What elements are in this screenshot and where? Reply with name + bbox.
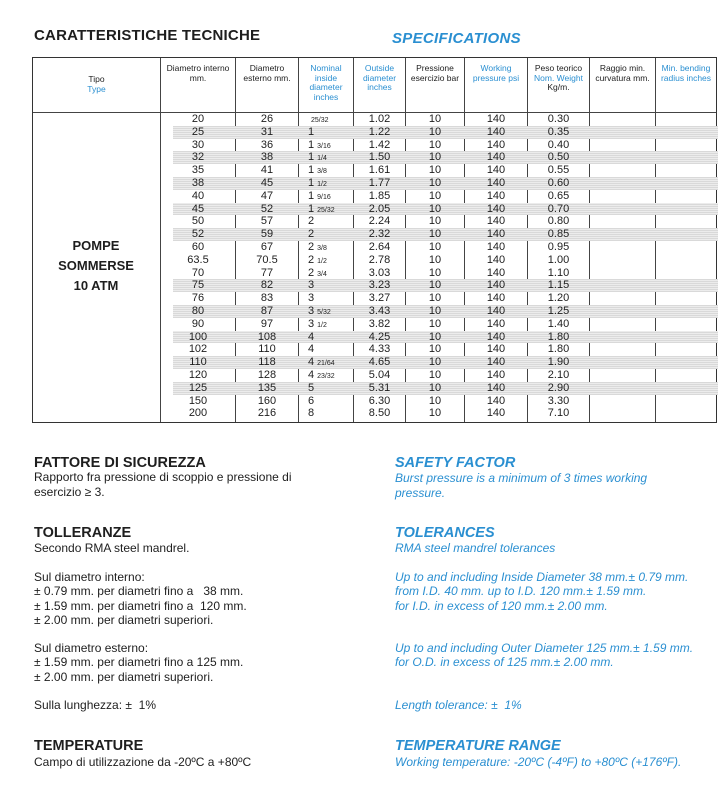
length-tol-it: Sulla lunghezza: ± 1% (34, 698, 156, 712)
cell-bar: 10 (428, 279, 442, 292)
cell-od: 38 (260, 151, 274, 164)
cell-out: 3.03 (368, 266, 391, 279)
cell-bar: 10 (428, 215, 442, 228)
cell-kg: 0.60 (547, 176, 570, 189)
cell-bar: 10 (428, 394, 442, 407)
cell-kg: 0.50 (547, 151, 570, 164)
nominal-whole: 2 (308, 266, 315, 279)
table-row (173, 151, 718, 164)
cell-psi: 140 (486, 266, 506, 279)
temperature-title-it: TEMPERATURE (34, 738, 144, 754)
cell-id: 90 (191, 317, 205, 330)
nominal-fraction: 1/2 (317, 180, 327, 188)
cell-od: 26 (260, 113, 274, 125)
cell-bar: 10 (428, 407, 442, 420)
cell-kg: 1.80 (547, 330, 570, 343)
cell-id: 102 (188, 343, 208, 356)
cell-out: 4.65 (368, 356, 391, 369)
table-row (173, 139, 718, 152)
cell-psi: 140 (486, 202, 506, 215)
cell-od: 108 (257, 330, 277, 343)
cell-psi: 140 (486, 228, 506, 241)
cell-id: 40 (191, 189, 205, 202)
cell-kg: 2.10 (547, 368, 570, 381)
cell-od: 47 (260, 189, 274, 202)
cell-id: 80 (191, 304, 205, 317)
nominal-fraction: 25/32 (317, 206, 335, 214)
cell-od: 216 (257, 407, 277, 420)
cell-bar: 10 (428, 138, 442, 151)
nominal-whole: 2 (308, 253, 315, 266)
cell-bar: 10 (428, 228, 442, 241)
cell-psi: 140 (486, 125, 506, 138)
cell-od: 67 (260, 240, 274, 253)
safety-title-it: FATTORE DI SICUREZZA (34, 455, 206, 471)
table-row (173, 190, 718, 203)
outer-diameter-head-it: Sul diametro esterno: (34, 641, 149, 655)
type-header: Tipo Type (87, 74, 106, 94)
cell-out: 8.50 (368, 407, 391, 420)
tolerances-sub-it: Secondo RMA steel mandrel. (34, 541, 190, 555)
cell-out: 2.78 (368, 253, 391, 266)
cell-out: 2.24 (368, 215, 391, 228)
nominal-fraction: 1/4 (317, 155, 327, 163)
cell-kg: 1.25 (547, 304, 570, 317)
cell-psi: 140 (486, 292, 506, 305)
col-header-pressure-psi: Working pressure psi (472, 63, 520, 83)
inner-diameter-head-it: Sul diametro interno: (34, 570, 145, 584)
nominal-fraction: 3/8 (317, 168, 327, 176)
cell-kg: 0.55 (547, 164, 570, 177)
cell-bar: 10 (428, 202, 442, 215)
cell-kg: 3.30 (547, 394, 570, 407)
cell-kg: 2.90 (547, 381, 570, 394)
cell-od: 41 (260, 164, 274, 177)
safety-title-en: SAFETY FACTOR (395, 455, 516, 471)
temperature-title-en: TEMPERATURE RANGE (395, 738, 561, 754)
col-header-inner-diameter: Diametro interno mm. (166, 63, 230, 83)
nominal-whole: 1 (308, 138, 315, 151)
cell-kg: 0.65 (547, 189, 570, 202)
nominal-fraction: 3/4 (317, 270, 327, 278)
cell-od: 36 (260, 138, 274, 151)
cell-psi: 140 (486, 356, 506, 369)
cell-id: 45 (191, 202, 205, 215)
nominal-whole: 1 (308, 164, 315, 177)
safety-text-it-1: Rapporto fra pressione di scoppio e pressione di (34, 470, 292, 484)
cell-out: 1.50 (368, 151, 391, 164)
cell-bar: 10 (428, 113, 442, 125)
cell-od: 77 (260, 266, 274, 279)
cell-od: 135 (257, 381, 277, 394)
cell-id: 30 (191, 138, 205, 151)
cell-out: 3.27 (368, 292, 391, 305)
cell-od: 110 (258, 343, 276, 356)
cell-bar: 10 (428, 292, 442, 305)
nominal-fraction: 3/16 (317, 142, 331, 150)
cell-psi: 140 (486, 343, 506, 356)
table-row (173, 254, 718, 267)
tolerances-title-en: TOLERANCES (395, 525, 495, 541)
col-header-bend-radius-in: Min. bending radius inches (660, 63, 712, 83)
cell-kg: 1.40 (547, 317, 570, 330)
cell-psi: 140 (486, 138, 506, 151)
cell-out: 3.23 (368, 279, 391, 292)
cell-bar: 10 (428, 356, 442, 369)
cell-id: 200 (188, 407, 208, 420)
table-row (173, 126, 718, 139)
cell-bar: 10 (428, 176, 442, 189)
cell-bar: 10 (428, 381, 442, 394)
cell-out: 3.43 (368, 304, 391, 317)
cell-bar: 10 (428, 317, 442, 330)
table-row (173, 305, 718, 318)
cell-out: 3.82 (368, 317, 391, 330)
cell-kg: 0.30 (547, 113, 570, 125)
safety-text-it-2: esercizio ≥ 3. (34, 485, 105, 499)
cell-od: 97 (260, 317, 274, 330)
table-row (173, 228, 718, 241)
tolerances-sub-en: RMA steel mandrel tolerances (395, 541, 556, 555)
cell-id: 52 (191, 228, 205, 241)
nominal-fraction: 1/2 (317, 321, 327, 329)
cell-psi: 140 (486, 189, 506, 202)
cell-bar: 10 (428, 189, 442, 202)
nominal-whole: 1 (308, 176, 315, 189)
table-row (173, 267, 718, 280)
cell-od: 57 (260, 215, 274, 228)
cell-id: 100 (188, 330, 208, 343)
cell-od: 87 (260, 304, 274, 317)
cell-id: 75 (191, 279, 205, 292)
cell-bar: 10 (428, 253, 442, 266)
cell-id: 63.5 (187, 253, 209, 266)
nominal-whole: 3 (308, 317, 315, 330)
cell-psi: 140 (486, 394, 506, 407)
temperature-text-it: Campo di utilizzazione da -20ºC a +80ºC (34, 755, 252, 769)
cell-out: 1.77 (368, 176, 391, 189)
cell-id: 70 (191, 266, 205, 279)
cell-id: 110 (189, 356, 207, 369)
cell-bar: 10 (428, 125, 442, 138)
table-body (173, 113, 718, 420)
cell-id: 35 (191, 164, 205, 177)
cell-out: 6.30 (368, 394, 391, 407)
cell-psi: 140 (486, 330, 506, 343)
table-row (173, 241, 718, 254)
safety-text-en-1: Burst pressure is a minimum of 3 times working (395, 471, 648, 485)
length-tol-en: Length tolerance: ± 1% (395, 698, 522, 712)
cell-kg: 0.95 (547, 240, 570, 253)
cell-od: 82 (260, 279, 274, 292)
outer-tol-it-1: ± 1.59 mm. per diametri fino a 125 mm. (34, 655, 244, 669)
cell-bar: 10 (428, 368, 442, 381)
table-row (173, 113, 718, 126)
cell-out: 1.85 (368, 189, 391, 202)
nominal-whole: 5 (308, 381, 315, 394)
cell-kg: 1.15 (547, 279, 570, 292)
nominal-whole: 8 (308, 407, 315, 420)
col-header-outside-inches: Outside diameter inches (362, 63, 397, 92)
nominal-whole: 3 (308, 292, 315, 305)
cell-bar: 10 (428, 240, 442, 253)
table-row (173, 407, 718, 420)
cell-od: 160 (257, 394, 277, 407)
cell-id: 60 (191, 240, 205, 253)
nominal-fraction: 25/32 (311, 117, 329, 124)
cell-id: 50 (191, 215, 205, 228)
cell-kg: 1.90 (547, 356, 570, 369)
cell-psi: 140 (486, 164, 506, 177)
nominal-whole: 2 (308, 215, 315, 228)
nominal-whole: 4 (308, 368, 315, 381)
nominal-whole: 3 (308, 279, 315, 292)
cell-bar: 10 (428, 304, 442, 317)
cell-out: 4.25 (368, 330, 391, 343)
cell-id: 76 (191, 292, 205, 305)
outer-tol-it-2: ± 2.00 mm. per diametri superiori. (34, 670, 214, 684)
cell-od: 31 (260, 125, 274, 138)
safety-text-en-2: pressure. (395, 486, 446, 500)
table-row (173, 318, 718, 331)
cell-out: 1.61 (368, 164, 391, 177)
table-row (173, 164, 718, 177)
temperature-text-en: Working temperature: -20ºC (-4ºF) to +80ºC (+176ºF). (395, 755, 682, 769)
nominal-whole: 4 (308, 356, 315, 369)
col-header-nominal-inside: Nominal inside diameter inches (309, 63, 343, 102)
cell-out: 1.42 (368, 138, 391, 151)
cell-psi: 140 (486, 215, 506, 228)
table-row (173, 279, 718, 292)
table-row (173, 343, 718, 356)
cell-id: 32 (191, 151, 205, 164)
table-row (173, 177, 718, 190)
table-row (173, 382, 718, 395)
cell-kg: 7.10 (547, 407, 570, 420)
cell-kg: 1.10 (547, 266, 570, 279)
nominal-whole: 1 (308, 125, 315, 138)
cell-id: 125 (188, 381, 208, 394)
cell-psi: 140 (486, 279, 506, 292)
cell-nom (303, 407, 358, 422)
cell-psi: 140 (486, 151, 506, 164)
nominal-fraction: 3/8 (317, 244, 327, 252)
nominal-whole: 1 (308, 202, 315, 215)
cell-id: 20 (191, 113, 205, 125)
col-header-outer-diameter: Diametro esterno mm. (243, 63, 291, 83)
nominal-fraction: 21/64 (317, 360, 335, 368)
nominal-whole: 2 (308, 240, 315, 253)
inner-tol-en-2: from I.D. 40 mm. up to I.D. 120 mm.± 1.59 mm. (395, 584, 647, 598)
cell-id: 25 (191, 125, 205, 138)
cell-psi: 140 (486, 240, 506, 253)
inner-tol-it-3: ± 2.00 mm. per diametri superiori. (34, 613, 214, 627)
cell-bar: 10 (428, 266, 442, 279)
nominal-whole: 3 (308, 304, 315, 317)
nominal-whole: 2 (308, 228, 315, 241)
cell-psi: 140 (486, 113, 506, 125)
cell-psi: 140 (486, 407, 506, 420)
cell-psi: 140 (486, 368, 506, 381)
cell-kg: 1.20 (547, 292, 570, 305)
cell-bar: 10 (428, 151, 442, 164)
nominal-whole: 4 (308, 343, 315, 356)
cell-bar: 10 (428, 330, 442, 343)
cell-kg: 0.40 (547, 138, 570, 151)
cell-out: 2.32 (368, 228, 391, 241)
cell-bar: 10 (428, 343, 442, 356)
cell-psi: 140 (486, 176, 506, 189)
cell-bar: 10 (428, 164, 442, 177)
cell-psi: 140 (486, 381, 506, 394)
cell-kg: 1.00 (547, 253, 570, 266)
inner-tol-en-3: for I.D. in excess of 120 mm.± 2.00 mm. (395, 599, 608, 613)
cell-kg: 0.35 (547, 125, 570, 138)
title-it: CARATTERISTICHE TECNICHE (34, 27, 261, 44)
table-row (173, 292, 718, 305)
cell-kg: 0.80 (547, 215, 570, 228)
outer-tol-en-1: Up to and including Outer Diameter 125 mm.± 1.59 mm. (395, 641, 694, 655)
inner-tol-it-1: ± 0.79 mm. per diametri fino a 38 mm. (34, 584, 244, 598)
cell-out: 1.22 (368, 125, 391, 138)
product-label: POMPE SOMMERSE 10 ATM (58, 238, 134, 293)
cell-id: 120 (188, 368, 208, 381)
cell-out: 5.04 (368, 368, 391, 381)
cell-od: 59 (260, 228, 274, 241)
table-row (173, 215, 718, 228)
specs-table (32, 57, 717, 423)
cell-out: 2.05 (368, 202, 391, 215)
nominal-fraction: 9/16 (317, 193, 331, 201)
table-row (173, 369, 718, 382)
nominal-whole: 1 (308, 151, 315, 164)
cell-od: 52 (260, 202, 274, 215)
cell-od: 128 (257, 368, 277, 381)
table-row (173, 356, 718, 369)
cell-out: 1.02 (368, 113, 391, 125)
inner-tol-en-1: Up to and including Inside Diameter 38 mm.± 0.79 mm. (395, 570, 689, 584)
nominal-fraction: 1/2 (317, 257, 327, 265)
table-row (173, 395, 718, 408)
cell-od: 83 (260, 292, 274, 305)
tolerances-title-it: TOLLERANZE (34, 525, 132, 541)
nominal-whole: 6 (308, 394, 315, 407)
cell-kg: 0.70 (547, 202, 570, 215)
cell-id: 38 (191, 176, 205, 189)
nominal-fraction: 5/32 (317, 308, 331, 316)
inner-tol-it-2: ± 1.59 mm. per diametri fino a 120 mm. (34, 599, 247, 613)
cell-out: 4.33 (368, 343, 391, 356)
cell-out: 5.31 (368, 381, 391, 394)
col-header-pressure-bar: Pressione esercizio bar (410, 63, 460, 83)
nominal-whole: 4 (308, 330, 315, 343)
cell-out: 2.64 (368, 240, 391, 253)
table-row (173, 331, 718, 344)
cell-kg: 1.80 (547, 343, 570, 356)
cell-od: 118 (258, 356, 276, 369)
nominal-whole: 1 (308, 189, 315, 202)
outer-tol-en-2: for O.D. in excess of 125 mm.± 2.00 mm. (395, 655, 614, 669)
col-header-bend-radius-mm: Raggio min. curvatura mm. (595, 63, 650, 83)
cell-psi: 140 (486, 304, 506, 317)
cell-kg: 0.85 (547, 228, 570, 241)
cell-id: 150 (188, 394, 208, 407)
cell-od: 70.5 (256, 253, 278, 266)
cell-od: 45 (260, 176, 274, 189)
nominal-fraction: 23/32 (317, 372, 335, 380)
col-header-weight: Peso teorico Nom. Weight Kg/m. (534, 63, 583, 92)
cell-psi: 140 (486, 317, 506, 330)
cell-psi: 140 (486, 253, 506, 266)
title-en: SPECIFICATIONS (392, 30, 521, 47)
table-row (173, 203, 718, 216)
